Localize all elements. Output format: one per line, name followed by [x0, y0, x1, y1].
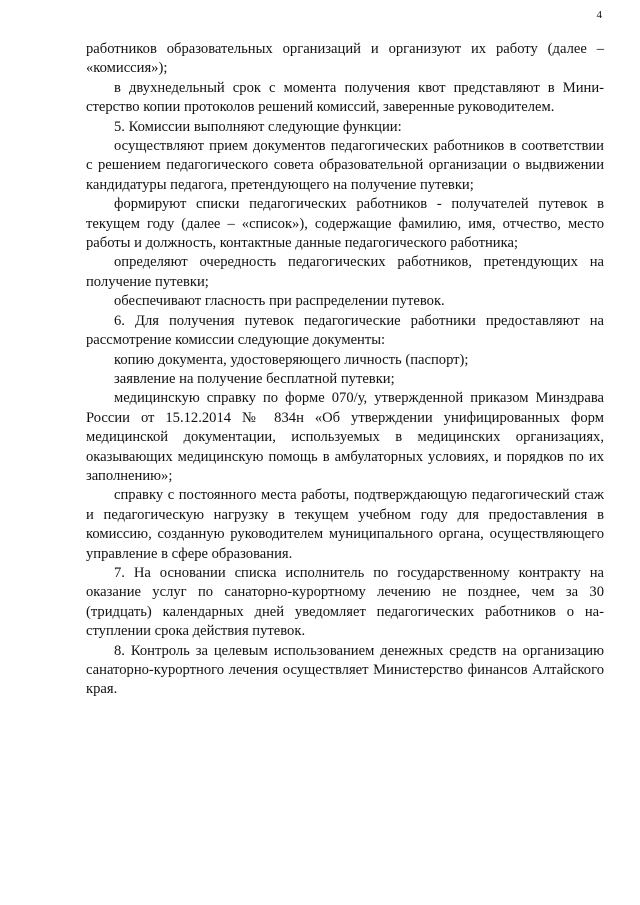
paragraph: формируют списки педагогических работников - получателей путевок в текущем году (далее – «список»), содержащие фамилию, имя, отчество, место работы и должность, контактные данные педагогического работника; — [86, 196, 604, 252]
paragraph: осуществляют прием документов педагогических работников в соответствии с решением педагогического совета образовательной организации о выдвижении кандидатуры педагога, претендующего на получение путевки; — [86, 138, 604, 193]
paragraph: копию документа, удостоверяющего личность (паспорт); — [114, 351, 469, 368]
paragraph: заявление на получение бесплатной путевки; — [114, 370, 395, 387]
paragraph: 5. Комиссии выполняют следующие функции: — [114, 118, 402, 135]
paragraph: определяют очередность педагогических работников, претендующих на получение путевки; — [86, 254, 604, 290]
paragraph: 6. Для получения путевок педагогические работники предоставляют на рассмотрение комиссии следующие документы: — [86, 312, 604, 349]
paragraph: работников образовательных организаций и организуют их работу (далее – «комиссия»); — [86, 41, 604, 77]
paragraph: 8. Контроль за целевым использованием денежных средств на организацию санаторно-курортного лечения осуществляет Министерство финансов Алтайского края. — [86, 642, 604, 698]
paragraph: в двухнедельный срок с момента получения квот представляют в Министерство копии протоколов решений комиссий, заверенные руководителем. — [86, 79, 604, 116]
paragraph: обеспечивают гласность при распределении путевок. — [114, 293, 445, 310]
paragraph: медицинскую справку по форме 070/у, утвержденной приказом Минздрава России от 15.12.2014 № 834н «Об утверждении унифицированных форм медицинской документации, используемых в медицинских организациях, оказывающих медицинскую помощь в амбулаторных условиях, и порядков по их заполнению»; — [86, 390, 604, 484]
paragraph: справку с постоянного места работы, подтверждающую педагогический стаж и педагогическую нагрузку в текущем учебном году для предоставления в комиссию, созданную руководителем муниципального органа, осуществляющего управление в сфере образования. — [86, 487, 604, 562]
paragraph: 7. На основании списка исполнитель по государственному контракту на оказание услуг по санаторно-курортному лечению не позднее, чем за 30 (тридцать) календарных дней уведомляет педагогических работников о наступлении срока действия путевок. — [86, 564, 604, 640]
document-body — [86, 40, 604, 700]
page-number: 4 — [596, 9, 602, 21]
